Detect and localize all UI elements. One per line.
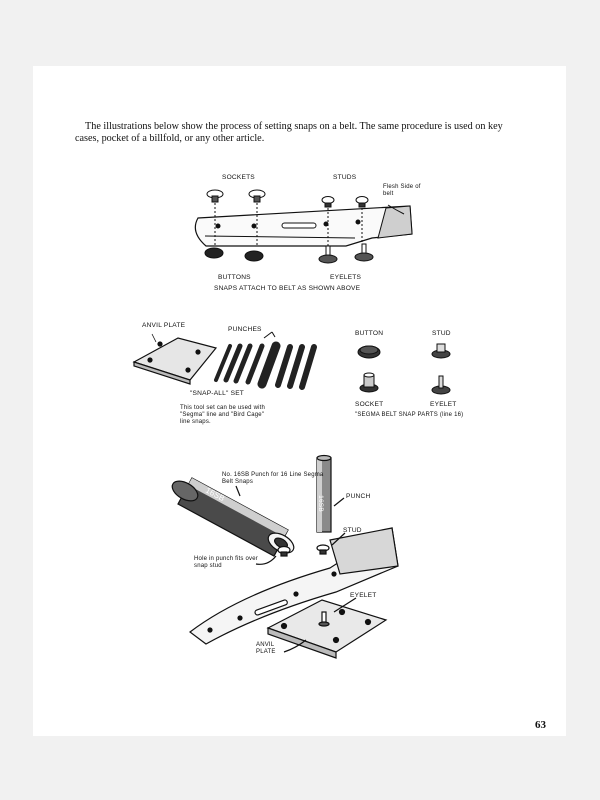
eyelet-label-2: EYELET <box>350 592 377 599</box>
flesh-side-label: Flesh Side of belt <box>383 184 421 197</box>
intro-paragraph: The illustrations below show the process of setting snaps on a belt. The same procedure is used on key cases, pocket of a billfold, or any other article. <box>75 121 503 144</box>
eyelet-label: EYELET <box>430 401 457 408</box>
punches-drawing <box>216 332 314 387</box>
anvil-plate-drawing <box>134 334 216 384</box>
segma-parts <box>358 344 450 394</box>
eyelets-label: EYELETS <box>330 274 362 281</box>
punch-note: No. 16SB Punch for 16 Line Segma Belt Snaps <box>222 472 324 485</box>
page-number: 63 <box>535 719 546 731</box>
sockets-label: SOCKETS <box>222 174 255 181</box>
button-label: BUTTON <box>355 330 384 337</box>
punch-label: PUNCH <box>346 493 371 500</box>
punch-mark: 16SB <box>204 485 227 504</box>
belt-diagram <box>195 190 412 263</box>
stud-label-2: STUD <box>343 527 362 534</box>
stud-icon <box>322 197 368 208</box>
studs-label: STUDS <box>333 174 357 181</box>
buttons-label: BUTTONS <box>218 274 251 281</box>
anvil-plate-label-2: ANVIL PLATE <box>256 642 276 655</box>
eyelet-icon <box>319 244 373 263</box>
button-icon <box>205 248 263 261</box>
figure1-caption: SNAPS ATTACH TO BELT AS SHOWN ABOVE <box>214 285 361 292</box>
punch-mark-vertical: 16SB <box>316 495 324 512</box>
snap-all-set-label: "SNAP-ALL" SET <box>190 390 245 397</box>
socket-label: SOCKET <box>355 401 384 408</box>
punches-label: PUNCHES <box>228 326 262 333</box>
segma-parts-caption: "SEGMA BELT SNAP PARTS (line 16) <box>355 412 464 418</box>
anvil-plate-label: ANVIL PLATE <box>142 322 186 329</box>
snap-all-set-description: This tool set can be used with "Segma" line and "Bird Cage" line snaps. <box>180 405 266 425</box>
stud-label: STUD <box>432 330 451 337</box>
socket-icon <box>207 190 265 202</box>
hole-note: Hole in punch fits over snap stud <box>194 556 258 569</box>
